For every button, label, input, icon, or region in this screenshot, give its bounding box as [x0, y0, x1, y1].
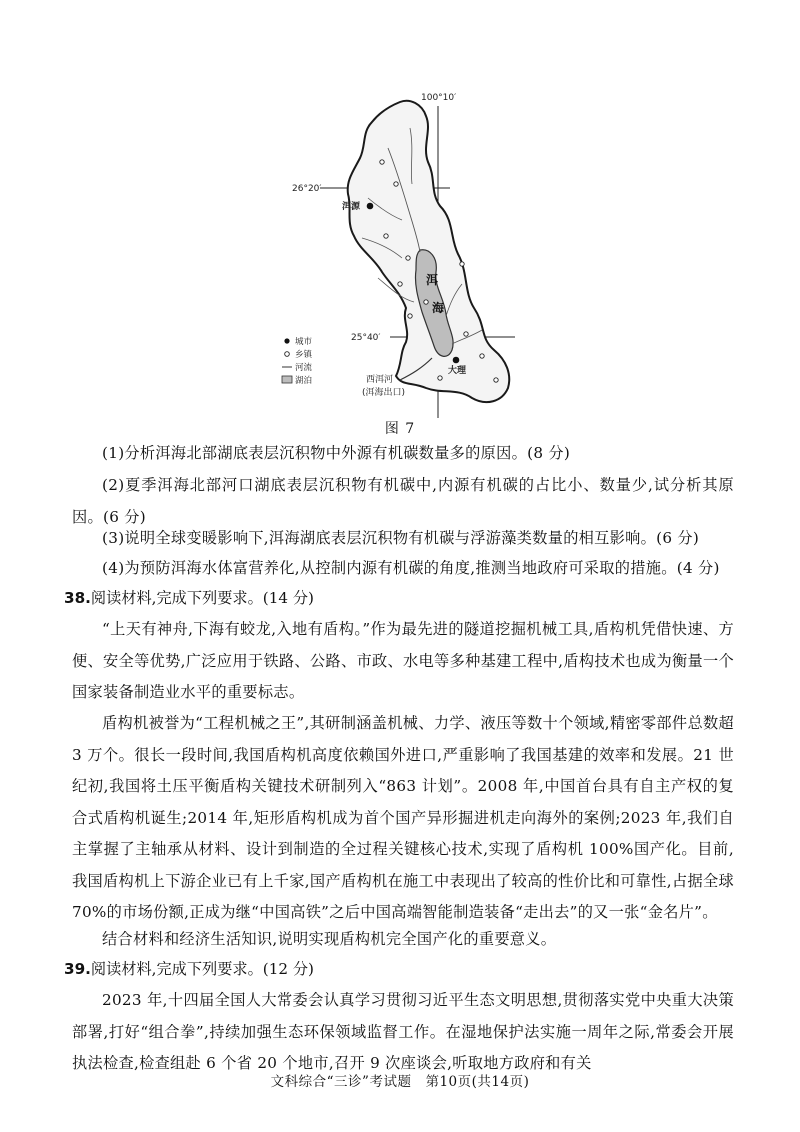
erhai-map: [250, 88, 550, 433]
question-38-material-1: “上天有神舟,下海有蛟龙,入地有盾构。”作为最先进的隧道挖掘机械工具,盾构机凭借快速、方便、安全等优势,广泛应用于铁路、公路、市政、水电等多种基建工程中,盾构技术也成为衡量一个国家装备制造业水平的重要标志。: [72, 620, 734, 701]
city-marker-eryuan: [367, 203, 374, 210]
legend-city-icon: [284, 338, 289, 343]
figure-caption: 图 7: [384, 421, 416, 437]
question-39-header: [64, 954, 734, 986]
outlet-label-line2: (洱海出口): [362, 388, 406, 398]
question-38-header: [64, 583, 734, 615]
question-37-4: (4)为预防洱海水体富营养化,从控制内源有机碳的角度,推测当地政府可采取的措施。(4 分): [102, 559, 720, 577]
city-label-dali: 大理: [448, 366, 467, 376]
legend-city-label: 城市: [295, 337, 313, 347]
outlet-label-line1: 西洱河: [366, 375, 394, 385]
question-37-3: (3)说明全球变暖影响下,洱海湖底表层沉积物有机碳与浮游藻类数量的相互影响。(6 分): [102, 529, 700, 547]
latitude-label-south: 25°40′: [351, 333, 381, 343]
erhai-map-figure: [250, 88, 550, 433]
legend-town-icon: [285, 352, 290, 357]
question-38-material-2: 盾构机被誉为“工程机械之王”,其研制涵盖机械、力学、液压等数十个领域,精密零部件总数超 3 万个。很长一段时间,我国盾构机高度依赖国外进口,严重影响了我国基建的效率和发展。21 世纪初,我国将土压平衡盾构关键技术研制列入“863 计划”。2008 年,中国首台具有自主产权的复合式盾构机诞生;2014 年,矩形盾构机成为首个国产异形掘进机走向海外的案例;2023 年,我们自主掌握了主轴承从材料、设计到制造的全过程关键核心技术,实现了盾构机 100%国产化。目前,我国盾构机上下游企业已有上千家,国产盾构机在施工中表现出了较高的性价比和可靠性,占据全球 70%的市场份额,正成为继“中国高铁”之后中国高端智能制造装备“走出去”的又一张“金名片”。: [72, 714, 734, 921]
city-label-eryuan: 洱源: [342, 202, 361, 212]
question-37-1: (1)分析洱海北部湖底表层沉积物中外源有机碳数量多的原因。(8 分): [102, 444, 571, 462]
legend-town-label: 乡镇: [295, 350, 313, 360]
lake-label-2: 海: [432, 301, 445, 315]
legend-lake-icon: [282, 376, 292, 383]
question-38-title: 阅读材料,完成下列要求。(14 分): [90, 589, 314, 607]
longitude-label: 100°10′: [421, 93, 457, 103]
question-39-title: 阅读材料,完成下列要求。(12 分): [90, 960, 314, 978]
legend-lake-label: 湖泊: [295, 376, 313, 386]
question-38-number: 38.: [64, 589, 91, 607]
page-footer: 文科综合“三诊”考试题 第10页(共14页): [270, 1074, 530, 1090]
question-39-number: 39.: [64, 960, 91, 978]
map-legend: [282, 336, 313, 386]
city-marker-dali: [453, 357, 460, 364]
question-37-2: (2)夏季洱海北部河口湖底表层沉积物有机碳中,内源有机碳的占比小、数量少,试分析其原因。(6 分): [72, 476, 734, 526]
latitude-label-north: 26°20′: [292, 184, 322, 194]
question-39-material-1: 2023 年,十四届全国人大常委会认真学习贯彻习近平生态文明思想,贯彻落实党中央重大决策部署,打好“组合拳”,持续加强生态环保领域监督工作。在湿地保护法实施一周年之际,常委会开展执法检查,检查组赴 6 个省 20 个地市,召开 9 次座谈会,听取地方政府和有关: [72, 991, 734, 1072]
lake-label-1: 洱: [426, 273, 439, 287]
question-38-task: 结合材料和经济生活知识,说明实现盾构机完全国产化的重要意义。: [102, 930, 557, 948]
legend-river-label: 河流: [295, 363, 313, 373]
